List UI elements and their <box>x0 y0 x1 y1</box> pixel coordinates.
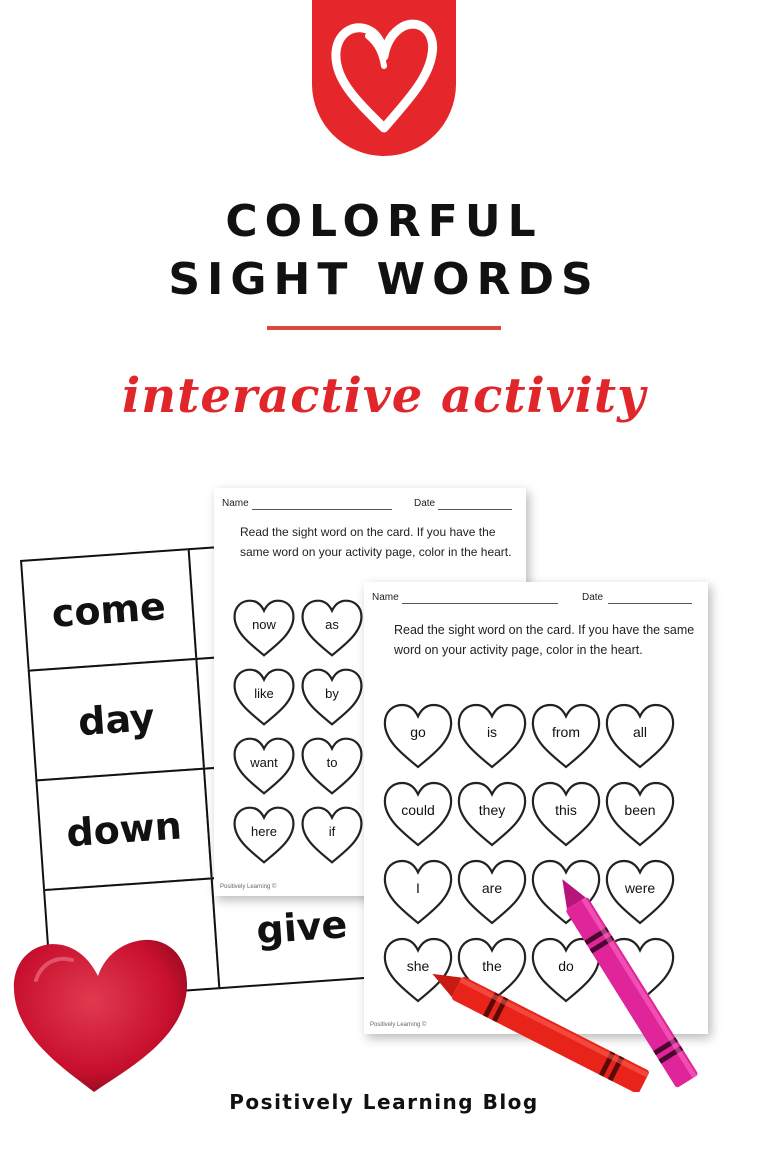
name-label: Name <box>222 498 249 509</box>
heart-word: are <box>481 879 503 896</box>
word-heart[interactable] <box>456 702 528 770</box>
word-heart[interactable] <box>382 780 454 848</box>
heart-word: do <box>558 957 574 974</box>
flash-card: come <box>20 548 197 672</box>
heart-badge <box>312 0 456 156</box>
heart-word: could <box>401 801 435 818</box>
subtitle: interactive activity <box>122 368 646 424</box>
date-line <box>438 509 512 510</box>
heart-outline-icon <box>328 10 440 140</box>
credit: Positively Learning © <box>220 884 277 890</box>
word-heart[interactable] <box>530 702 602 770</box>
title-line-2: SIGHT WORDS <box>168 254 600 305</box>
pink-crayon-icon <box>548 872 748 1092</box>
word-heart[interactable] <box>232 598 296 658</box>
word-heart[interactable] <box>300 805 364 865</box>
heart-word: like <box>254 686 274 702</box>
word-heart[interactable] <box>604 780 676 848</box>
heart-word: from <box>552 723 580 740</box>
word-heart[interactable] <box>300 667 364 727</box>
heart-word: if <box>328 824 336 840</box>
heart-word: as <box>325 617 339 633</box>
divider <box>267 326 501 330</box>
date-label: Date <box>582 592 604 603</box>
blog-name: Positively Learning Blog <box>229 1090 539 1114</box>
word-heart[interactable] <box>382 702 454 770</box>
flash-card: day <box>28 658 205 782</box>
heart-word: want <box>250 755 278 771</box>
heart-word: now <box>252 617 276 633</box>
heart-word: here <box>250 824 278 840</box>
word-heart[interactable] <box>604 702 676 770</box>
flash-card: down <box>35 768 212 892</box>
heart-word: she <box>406 957 430 974</box>
date-label: Date <box>414 498 436 509</box>
name-label: Name <box>372 592 399 603</box>
heart-word: the <box>482 957 502 974</box>
credit: Positively Learning © <box>370 1022 427 1028</box>
word-heart[interactable] <box>382 858 454 926</box>
heart-word: were <box>624 879 656 896</box>
flash-card: give <box>211 865 393 989</box>
word-heart[interactable] <box>232 805 296 865</box>
heart-word: been <box>624 801 656 818</box>
heart-word: I <box>416 879 420 896</box>
name-line <box>252 509 392 510</box>
word-heart[interactable] <box>456 780 528 848</box>
instructions: Read the sight word on the card. If you have the same word on your activity page, color in the heart. <box>394 623 695 657</box>
word-heart[interactable] <box>232 736 296 796</box>
heart-word: go <box>410 723 426 740</box>
instructions: Read the sight word on the card. If you have the same word on your activity page, color in the heart. <box>240 525 512 559</box>
heart-word: they <box>478 801 506 818</box>
heart-word: is <box>486 723 498 740</box>
date-line <box>608 603 692 604</box>
name-line <box>402 603 558 604</box>
word-heart[interactable] <box>232 667 296 727</box>
heart-word: by <box>325 686 339 702</box>
word-heart[interactable] <box>530 780 602 848</box>
title-line-1: COLORFUL <box>225 196 543 247</box>
heart-word: to <box>326 755 338 771</box>
word-heart[interactable] <box>300 736 364 796</box>
heart-word: this <box>555 801 577 818</box>
word-heart[interactable] <box>456 858 528 926</box>
heart-word: all <box>632 723 647 740</box>
word-heart[interactable] <box>300 598 364 658</box>
felt-heart-icon <box>6 920 196 1100</box>
